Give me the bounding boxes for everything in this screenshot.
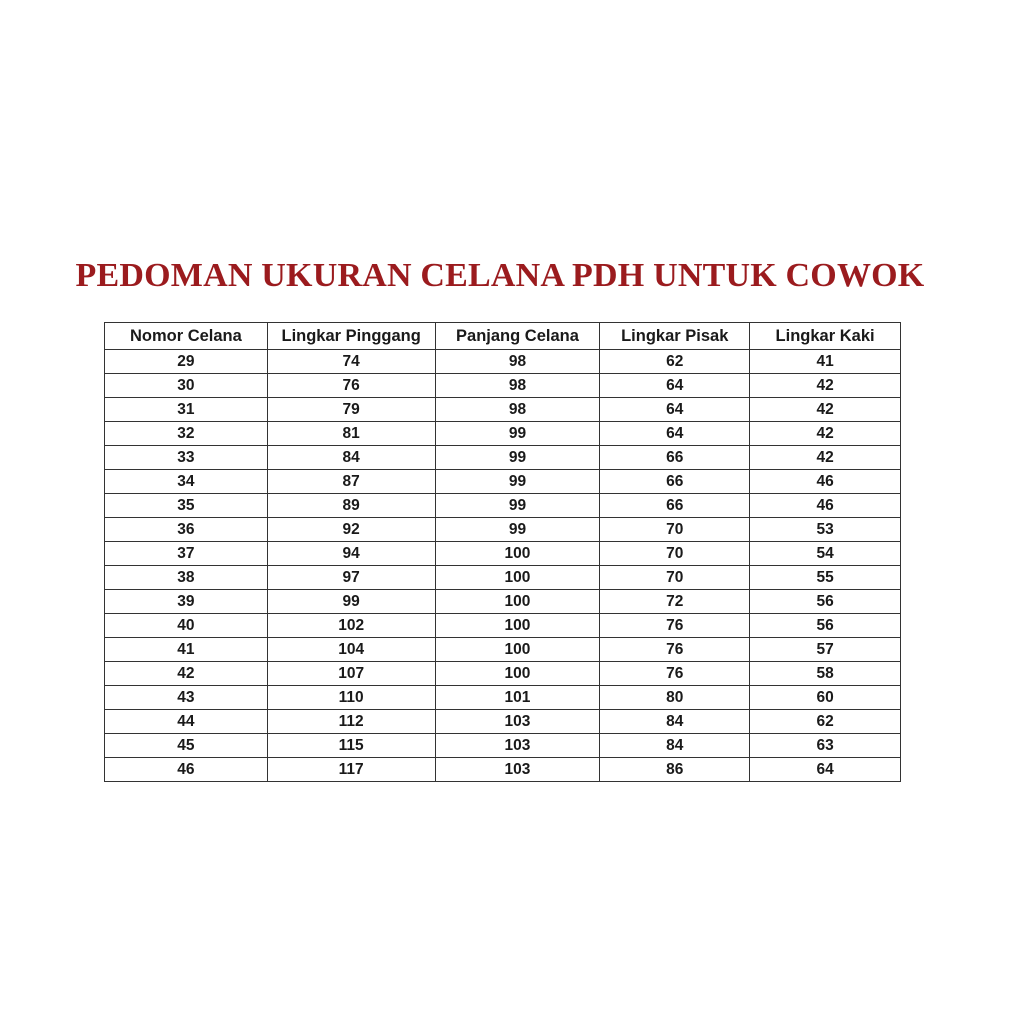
cell-nomor-celana: 41	[105, 638, 268, 662]
cell-nomor-celana: 43	[105, 686, 268, 710]
size-table	[104, 322, 901, 782]
table-row	[105, 422, 901, 446]
cell-lingkar-pinggang: 81	[267, 422, 435, 446]
cell-panjang-celana: 103	[435, 758, 600, 782]
table-row	[105, 446, 901, 470]
cell-lingkar-pisak: 84	[600, 710, 750, 734]
cell-lingkar-pisak: 76	[600, 614, 750, 638]
table-row	[105, 734, 901, 758]
cell-lingkar-pisak: 66	[600, 470, 750, 494]
cell-lingkar-pisak: 76	[600, 638, 750, 662]
cell-lingkar-pinggang: 112	[267, 710, 435, 734]
cell-lingkar-kaki: 58	[750, 662, 901, 686]
cell-panjang-celana: 98	[435, 374, 600, 398]
cell-lingkar-kaki: 56	[750, 614, 901, 638]
cell-lingkar-kaki: 55	[750, 566, 901, 590]
cell-nomor-celana: 44	[105, 710, 268, 734]
cell-panjang-celana: 103	[435, 734, 600, 758]
cell-panjang-celana: 99	[435, 470, 600, 494]
table-header-row	[105, 323, 901, 350]
table-row	[105, 590, 901, 614]
cell-lingkar-pinggang: 87	[267, 470, 435, 494]
cell-nomor-celana: 29	[105, 350, 268, 374]
cell-lingkar-pinggang: 92	[267, 518, 435, 542]
cell-lingkar-kaki: 42	[750, 374, 901, 398]
cell-lingkar-pisak: 70	[600, 542, 750, 566]
cell-lingkar-pinggang: 117	[267, 758, 435, 782]
cell-nomor-celana: 45	[105, 734, 268, 758]
cell-panjang-celana: 99	[435, 518, 600, 542]
cell-lingkar-pisak: 62	[600, 350, 750, 374]
cell-lingkar-pisak: 64	[600, 374, 750, 398]
cell-lingkar-pinggang: 115	[267, 734, 435, 758]
cell-nomor-celana: 37	[105, 542, 268, 566]
cell-lingkar-pinggang: 99	[267, 590, 435, 614]
cell-lingkar-pinggang: 84	[267, 446, 435, 470]
cell-lingkar-kaki: 42	[750, 446, 901, 470]
table-row	[105, 470, 901, 494]
cell-nomor-celana: 40	[105, 614, 268, 638]
cell-nomor-celana: 35	[105, 494, 268, 518]
table-row	[105, 350, 901, 374]
cell-lingkar-pinggang: 94	[267, 542, 435, 566]
table-row	[105, 398, 901, 422]
table-row	[105, 518, 901, 542]
cell-lingkar-pisak: 70	[600, 566, 750, 590]
cell-lingkar-pisak: 66	[600, 494, 750, 518]
cell-lingkar-pinggang: 79	[267, 398, 435, 422]
cell-lingkar-pisak: 76	[600, 662, 750, 686]
cell-lingkar-pinggang: 110	[267, 686, 435, 710]
cell-lingkar-kaki: 62	[750, 710, 901, 734]
table-row	[105, 758, 901, 782]
cell-lingkar-pisak: 72	[600, 590, 750, 614]
table-row	[105, 686, 901, 710]
cell-nomor-celana: 36	[105, 518, 268, 542]
cell-panjang-celana: 103	[435, 710, 600, 734]
cell-panjang-celana: 98	[435, 398, 600, 422]
cell-nomor-celana: 42	[105, 662, 268, 686]
cell-lingkar-kaki: 41	[750, 350, 901, 374]
cell-lingkar-pinggang: 74	[267, 350, 435, 374]
cell-lingkar-pinggang: 76	[267, 374, 435, 398]
cell-panjang-celana: 100	[435, 614, 600, 638]
cell-lingkar-pisak: 64	[600, 398, 750, 422]
header-lingkar-pisak: Lingkar Pisak	[600, 323, 750, 350]
cell-lingkar-pisak: 66	[600, 446, 750, 470]
cell-panjang-celana: 101	[435, 686, 600, 710]
cell-nomor-celana: 32	[105, 422, 268, 446]
cell-panjang-celana: 100	[435, 542, 600, 566]
cell-lingkar-pisak: 80	[600, 686, 750, 710]
cell-lingkar-pisak: 64	[600, 422, 750, 446]
cell-lingkar-kaki: 54	[750, 542, 901, 566]
cell-lingkar-kaki: 46	[750, 470, 901, 494]
cell-lingkar-pinggang: 104	[267, 638, 435, 662]
cell-lingkar-kaki: 42	[750, 398, 901, 422]
table-row	[105, 662, 901, 686]
cell-nomor-celana: 33	[105, 446, 268, 470]
cell-panjang-celana: 100	[435, 638, 600, 662]
cell-nomor-celana: 39	[105, 590, 268, 614]
cell-nomor-celana: 31	[105, 398, 268, 422]
cell-lingkar-kaki: 42	[750, 422, 901, 446]
table-row	[105, 374, 901, 398]
cell-panjang-celana: 98	[435, 350, 600, 374]
table-row	[105, 638, 901, 662]
cell-panjang-celana: 99	[435, 446, 600, 470]
header-nomor-celana: Nomor Celana	[105, 323, 268, 350]
cell-nomor-celana: 34	[105, 470, 268, 494]
cell-lingkar-kaki: 46	[750, 494, 901, 518]
header-lingkar-pinggang: Lingkar Pinggang	[267, 323, 435, 350]
cell-lingkar-pisak: 84	[600, 734, 750, 758]
cell-panjang-celana: 99	[435, 422, 600, 446]
cell-nomor-celana: 30	[105, 374, 268, 398]
page-title: PEDOMAN UKURAN CELANA PDH UNTUK COWOK	[75, 257, 925, 294]
cell-lingkar-pisak: 86	[600, 758, 750, 782]
cell-lingkar-pinggang: 102	[267, 614, 435, 638]
table-body	[105, 350, 901, 782]
cell-lingkar-pisak: 70	[600, 518, 750, 542]
cell-lingkar-pinggang: 89	[267, 494, 435, 518]
cell-lingkar-kaki: 64	[750, 758, 901, 782]
table-row	[105, 494, 901, 518]
table-row	[105, 542, 901, 566]
cell-panjang-celana: 100	[435, 590, 600, 614]
cell-panjang-celana: 99	[435, 494, 600, 518]
cell-panjang-celana: 100	[435, 662, 600, 686]
table-row	[105, 614, 901, 638]
cell-lingkar-kaki: 60	[750, 686, 901, 710]
cell-nomor-celana: 38	[105, 566, 268, 590]
cell-lingkar-kaki: 53	[750, 518, 901, 542]
cell-lingkar-kaki: 57	[750, 638, 901, 662]
table-row	[105, 710, 901, 734]
cell-lingkar-kaki: 63	[750, 734, 901, 758]
cell-lingkar-kaki: 56	[750, 590, 901, 614]
header-panjang-celana: Panjang Celana	[435, 323, 600, 350]
cell-lingkar-pinggang: 97	[267, 566, 435, 590]
cell-lingkar-pinggang: 107	[267, 662, 435, 686]
header-lingkar-kaki: Lingkar Kaki	[750, 323, 901, 350]
cell-nomor-celana: 46	[105, 758, 268, 782]
table-row	[105, 566, 901, 590]
cell-panjang-celana: 100	[435, 566, 600, 590]
